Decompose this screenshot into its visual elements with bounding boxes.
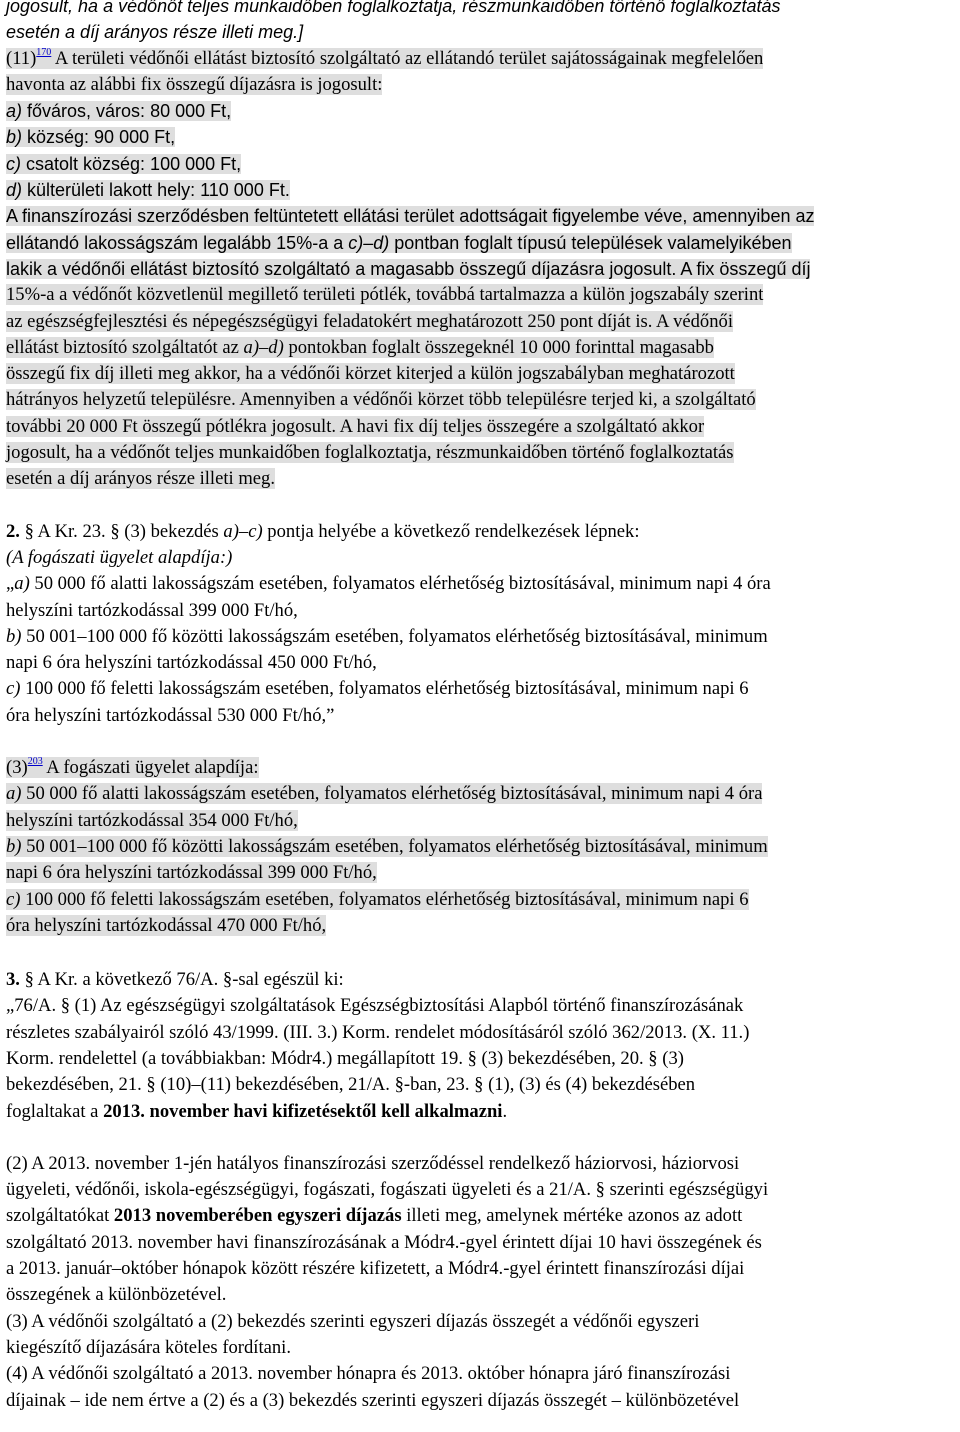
text-line: illeti meg, amelynek mértéke azonos az adott [401, 1205, 743, 1227]
text-line: foglaltakat a [6, 1100, 104, 1122]
text-line: jogosult, ha a védőnőt teljes munkaidőben foglalkoztatja, részmunkaidőben történő foglalkoztatás [6, 442, 734, 464]
text-line: pontban foglalt típusú települések valamelyikében [389, 232, 792, 253]
text-line: havonta az alábbi fix összegű díjazásra is jogosult: [6, 73, 383, 95]
text-line: A területi védőnői ellátást biztosító szolgáltató az ellátandó terület sajátosságainak megfelelően [51, 47, 764, 69]
item-label: c) [6, 153, 21, 174]
text-line: § A Kr. 23. § (3) bekezdés [19, 520, 224, 542]
text-line: ellátandó lakosságszám legalább 15%-a a [6, 232, 349, 253]
list-item: főváros, város: 80 000 Ft, [22, 101, 232, 122]
item-label: b) [6, 625, 22, 647]
text-line: összegű fix díj illeti meg akkor, ha a védőnői körzet kiterjed a külön jogszabályban meghatározott [6, 363, 735, 385]
text-line: A finanszírozási szerződésben feltüntetett ellátási terület adottságait figyelembe véve, amennyiben az [6, 206, 815, 227]
text-line: 50 001–100 000 fő közötti lakosságszám esetében, folyamatos elérhetőség biztosításával, minimum [21, 625, 768, 647]
text-line: „76/A. § (1) Az egészségügyi szolgáltatások Egészségbiztosítási Alapból történő finanszírozásának [6, 995, 744, 1017]
text-line: bekezdésében, 21. § (10)–(11) bekezdésében, 21/A. §-ban, 23. § (1), (3) és (4) bekezdésében [6, 1074, 696, 1096]
text-line: (4) A védőnői szolgáltató a 2013. november hónapra és 2013. október hónapra járó finanszírozási [6, 1363, 731, 1385]
text-line: (A fogászati ügyelet alapdíja:) [6, 546, 233, 568]
text-line: az egészségfejlesztési és népegészségügyi feladatokért meghatározott 250 pont díját is. A védőnői [6, 310, 733, 332]
text-line: 15%-a a védőnőt közvetlenül megillető területi pótlék, továbbá tartalmazza a külön jogszabály szerint [6, 284, 764, 306]
text-line: ügyeleti, védőnői, iskola-egészségügyi, fogászati, fogászati ügyeleti és a 21/A. § szerinti egészségügyi [6, 1179, 769, 1201]
text-line: jogosult, ha a védőnőt teljes munkaidőben foglalkoztatja, részmunkaidőben történő foglalkoztatás [6, 0, 781, 16]
list-item: külterületi lakott hely: 110 000 Ft. [22, 180, 290, 201]
item-label: c) [6, 888, 21, 910]
text-line: helyszíni tartózkodással 399 000 Ft/hó, [6, 599, 298, 621]
item-label: c) [6, 678, 21, 700]
item-label: a) [6, 783, 22, 805]
emphasis: 2013 novemberében egyszeri díjazás [113, 1205, 402, 1227]
section-number: 2. [6, 520, 20, 542]
text-line: pontja helyébe a következő rendelkezések lépnek: [262, 520, 640, 542]
text-line: (2) A 2013. november 1-jén hatályos finanszírozási szerződéssel rendelkező háziorvosi, háziorvosi [6, 1152, 740, 1174]
text-line: § A Kr. a következő 76/A. §-sal egészül ki: [19, 969, 344, 991]
paragraph-11 [6, 46, 952, 493]
footnote-link-170[interactable]: 170 [36, 46, 52, 58]
text-line: A fogászati ügyelet alapdíja: [42, 757, 259, 779]
emphasis: 2013. november havi kifizetésektől kell alkalmazni [103, 1100, 503, 1122]
text-line: hátrányos helyzetű településre. Amennyiben a védőnői körzet több településre terjed ki, a szolgáltató [6, 389, 756, 411]
paragraph-3 [6, 755, 952, 939]
text-line: szolgáltatókat [6, 1205, 114, 1227]
list-item: község: 90 000 Ft, [22, 127, 176, 148]
text-line: esetén a díj arányos része illeti meg.] [6, 22, 304, 43]
section-3 [6, 967, 952, 1414]
item-label: a) [6, 101, 23, 122]
text-line: 50 000 fő alatti lakosságszám esetében, folyamatos elérhetőség biztosításával, minimum napi 4 óra [29, 573, 771, 595]
text-line: óra helyszíni tartózkodással 470 000 Ft/hó, [6, 914, 327, 936]
text-line: kiegészítő díjazására köteles fordítani. [6, 1336, 291, 1358]
item-label: d) [6, 180, 23, 201]
text-line: díjainak – ide nem értve a (2) és a (3) bekezdés szerinti egyszeri díjazás összegét – különbözetével [6, 1389, 740, 1411]
text-line: 100 000 fő feletti lakosságszám esetében, folyamatos elérhetőség biztosításával, minimum napi 6 [20, 678, 749, 700]
text-line: . [502, 1100, 508, 1122]
text-line: a 2013. január–október hónapok között részére kifizetett, a Módr4.-gyel érintett finanszírozási díjai [6, 1258, 745, 1280]
paragraph-number: (11) [6, 47, 37, 69]
text-line: 100 000 fő feletti lakosságszám esetében, folyamatos elérhetőség biztosításával, minimum napi 6 [20, 888, 749, 910]
item-ref: c)–d) [348, 232, 390, 253]
item-label: b) [6, 127, 23, 148]
text-line: Korm. rendelettel (a továbbiakban: Módr4.) megállapított 19. § (3) bekezdésében, 20. § (3) [6, 1047, 684, 1069]
text-line: esetén a díj arányos része illeti meg. [6, 468, 275, 490]
text-line: óra helyszíni tartózkodással 530 000 Ft/hó,” [6, 704, 335, 726]
item-ref: a)–c) [223, 520, 263, 542]
section-number: 3. [6, 969, 20, 991]
text-line: 50 000 fő alatti lakosságszám esetében, folyamatos elérhetőség biztosításával, minimum napi 4 óra [21, 783, 763, 805]
text-line: összegének a különbözetével. [6, 1284, 227, 1306]
list-item: csatolt község: 100 000 Ft, [21, 153, 242, 174]
item-label: b) [6, 835, 22, 857]
text-line: további 20 000 Ft összegű pótlékra jogosult. A havi fix díj teljes összegére a szolgáltató akkor [6, 415, 705, 437]
document-page [6, 0, 952, 1414]
text-line: (3) A védőnői szolgáltató a (2) bekezdés szerinti egyszeri díjazás összegét a védőnői egyszeri [6, 1310, 700, 1332]
quote-open: „ [6, 573, 15, 595]
section-2 [6, 519, 952, 729]
text-line: napi 6 óra helyszíni tartózkodással 399 000 Ft/hó, [6, 862, 377, 884]
footnote-link-203[interactable]: 203 [27, 756, 43, 768]
text-line: lakik a védőnői ellátást biztosító szolgáltató a magasabb összegű díjazásra jogosult. A fix összegű díj [6, 258, 811, 279]
text-line: helyszíni tartózkodással 354 000 Ft/hó, [6, 809, 298, 831]
text-line: szolgáltató 2013. november havi finanszírozásának a Módr4.-gyel érintett díjai 10 havi összegének és [6, 1231, 762, 1253]
text-line: részletes szabályairól szóló 43/1999. (III. 3.) Korm. rendelet módosításáról szóló 362/2013. (X. 11.) [6, 1021, 750, 1043]
paragraph-number: (3) [6, 757, 28, 779]
text-line: ellátást biztosító szolgáltatót az [6, 336, 244, 358]
text-line: napi 6 óra helyszíni tartózkodással 450 000 Ft/hó, [6, 652, 377, 674]
previous-paragraph-tail [6, 0, 952, 46]
item-ref: a)–d) [243, 336, 284, 358]
text-line: pontokban foglalt összegeknél 10 000 forinttal magasabb [283, 336, 714, 358]
text-line: 50 001–100 000 fő közötti lakosságszám esetében, folyamatos elérhetőség biztosításával, minimum [21, 835, 768, 857]
item-label: a) [14, 573, 30, 595]
